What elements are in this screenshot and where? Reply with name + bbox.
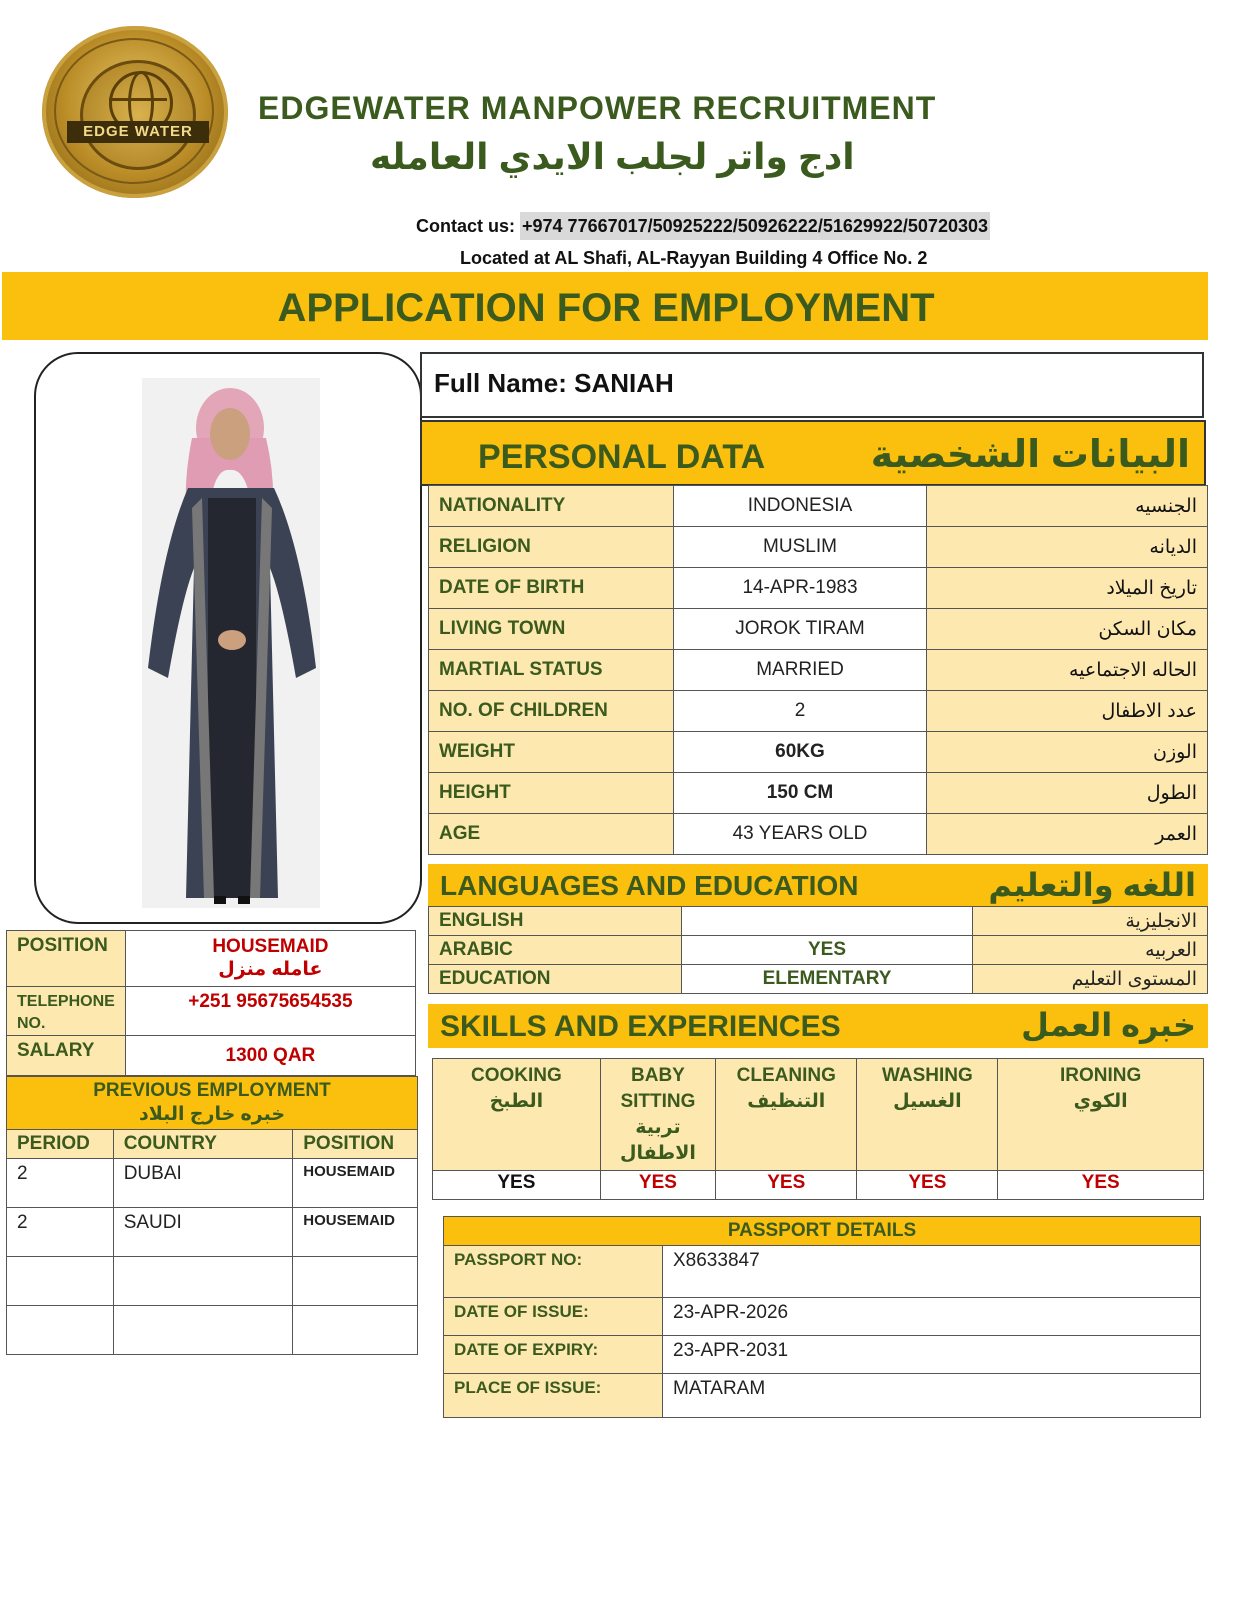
personal-data-header — [420, 420, 1206, 486]
skill-name: BABY — [631, 1065, 685, 1086]
personal-field-label: WEIGHT — [429, 732, 674, 773]
personal-data-row — [429, 732, 1208, 773]
skill-name-ar: الطبخ — [489, 1091, 544, 1112]
page-title: APPLICATION FOR EMPLOYMENT — [277, 286, 935, 330]
previous-employment-columns — [7, 1130, 418, 1159]
telephone-label — [7, 987, 126, 1036]
contact-label: Contact us: — [416, 216, 515, 236]
skill-name: CLEANING — [736, 1065, 836, 1086]
previous-employment-title — [7, 1077, 418, 1130]
position-table — [6, 930, 416, 1076]
language-value: ELEMENTARY — [682, 965, 973, 994]
period-cell: 2 — [7, 1208, 114, 1257]
personal-field-value: INDONESIA — [674, 486, 927, 527]
salary-value: 1300 QAR — [125, 1036, 415, 1076]
personal-data-row — [429, 650, 1208, 691]
logo-text: EDGE WATER — [67, 121, 209, 143]
personal-data-row — [429, 773, 1208, 814]
country-cell: SAUDI — [113, 1208, 293, 1257]
contact-numbers: +974 77667017/50925222/50926222/51629922/50720303 — [520, 212, 990, 240]
personal-data-table — [428, 485, 1208, 855]
passport-field-label: PLACE OF ISSUE: — [444, 1374, 663, 1418]
personal-field-value: 150 CM — [674, 773, 927, 814]
passport-row — [444, 1336, 1201, 1374]
skill-label-cell — [716, 1059, 857, 1171]
personal-data-row — [429, 609, 1208, 650]
skills-value-row — [433, 1171, 1204, 1200]
languages-header — [428, 864, 1208, 906]
country-cell: DUBAI — [113, 1159, 293, 1208]
table-row — [7, 1208, 418, 1257]
language-label: EDUCATION — [429, 965, 682, 994]
column-header: PERIOD — [7, 1130, 114, 1159]
passport-field-label: DATE OF EXPIRY: — [444, 1336, 663, 1374]
personal-field-label-ar: عدد الاطفال — [927, 691, 1208, 732]
table-row — [7, 1159, 418, 1208]
personal-field-label-ar: مكان السكن — [927, 609, 1208, 650]
skill-name-ar: تربية — [635, 1117, 681, 1138]
telephone-value: +251 95675654535 — [125, 987, 415, 1036]
languages-table — [428, 906, 1208, 994]
language-row — [429, 965, 1208, 994]
personal-field-label: HEIGHT — [429, 773, 674, 814]
passport-row — [444, 1246, 1201, 1298]
telephone-label-line2: NO. — [17, 1015, 46, 1032]
language-row — [429, 936, 1208, 965]
personal-data-title: PERSONAL DATA — [478, 438, 766, 476]
skills-header — [428, 1004, 1208, 1048]
personal-data-row — [429, 527, 1208, 568]
personal-field-label: NATIONALITY — [429, 486, 674, 527]
personal-field-value: MUSLIM — [674, 527, 927, 568]
personal-data-row — [429, 814, 1208, 855]
period-cell — [7, 1306, 114, 1355]
passport-field-value: 23-APR-2031 — [663, 1336, 1201, 1374]
skill-value: YES — [600, 1171, 715, 1200]
table-row — [7, 1257, 418, 1306]
language-value: YES — [682, 936, 973, 965]
personal-field-label: AGE — [429, 814, 674, 855]
full-name: Full Name: SANIAH — [434, 368, 674, 398]
personal-data-row — [429, 691, 1208, 732]
skills-table — [432, 1058, 1204, 1200]
passport-row — [444, 1374, 1201, 1418]
personal-field-label: RELIGION — [429, 527, 674, 568]
languages-title-ar: اللغه والتعليم — [988, 867, 1196, 903]
position-cell — [293, 1306, 418, 1355]
previous-employment-heading: PREVIOUS EMPLOYMENT — [93, 1080, 331, 1101]
applicant-photo — [142, 378, 320, 908]
passport-row — [444, 1298, 1201, 1336]
skill-label-cell — [998, 1059, 1204, 1171]
contact-line — [416, 216, 990, 237]
personal-field-value: MARRIED — [674, 650, 927, 691]
skills-label-row — [433, 1059, 1204, 1171]
language-label: ARABIC — [429, 936, 682, 965]
personal-field-label-ar: الوزن — [927, 732, 1208, 773]
skills-title-ar: خبره العمل — [1021, 1007, 1196, 1043]
country-cell — [113, 1306, 293, 1355]
personal-data-row — [429, 486, 1208, 527]
position-cell: HOUSEMAID — [293, 1208, 418, 1257]
personal-field-label: DATE OF BIRTH — [429, 568, 674, 609]
personal-field-value: 14-APR-1983 — [674, 568, 927, 609]
personal-field-value: 2 — [674, 691, 927, 732]
personal-field-value: 60KG — [674, 732, 927, 773]
skill-label-cell — [857, 1059, 998, 1171]
skill-value: YES — [716, 1171, 857, 1200]
skill-value: YES — [857, 1171, 998, 1200]
language-label: ENGLISH — [429, 907, 682, 936]
personal-field-label: NO. OF CHILDREN — [429, 691, 674, 732]
language-value — [682, 907, 973, 936]
passport-field-label: DATE OF ISSUE: — [444, 1298, 663, 1336]
personal-field-label-ar: العمر — [927, 814, 1208, 855]
passport-field-value: 23-APR-2026 — [663, 1298, 1201, 1336]
personal-field-value: 43 YEARS OLD — [674, 814, 927, 855]
passport-field-label: PASSPORT NO: — [444, 1246, 663, 1298]
position-cell — [293, 1257, 418, 1306]
language-label-ar: العربيه — [973, 936, 1208, 965]
salary-label: SALARY — [7, 1036, 126, 1076]
column-header: POSITION — [293, 1130, 418, 1159]
position-cell: HOUSEMAID — [293, 1159, 418, 1208]
full-name-box — [420, 352, 1204, 418]
skill-name: COOKING — [470, 1065, 562, 1086]
personal-field-label-ar: الحاله الاجتماعيه — [927, 650, 1208, 691]
company-name: EDGEWATER MANPOWER RECRUITMENT — [258, 90, 937, 126]
personal-field-label: MARTIAL STATUS — [429, 650, 674, 691]
period-cell — [7, 1257, 114, 1306]
company-name-arabic: ادج واتر لجلب الايدي العامله — [370, 136, 855, 177]
personal-data-row — [429, 568, 1208, 609]
skill-name-ar: الغسيل — [893, 1091, 962, 1112]
skill-name-line2: SITTING — [620, 1091, 696, 1112]
language-label-ar: الانجليزية — [973, 907, 1208, 936]
person-figure-icon — [142, 378, 320, 908]
country-cell — [113, 1257, 293, 1306]
personal-field-label-ar: تاريخ الميلاد — [927, 568, 1208, 609]
personal-field-label-ar: الجنسيه — [927, 486, 1208, 527]
passport-field-value: MATARAM — [663, 1374, 1201, 1418]
language-row — [429, 907, 1208, 936]
skill-name-ar: التنظيف — [747, 1091, 826, 1112]
skill-label-cell — [600, 1059, 715, 1171]
skill-value: YES — [998, 1171, 1204, 1200]
passport-table — [443, 1216, 1201, 1418]
skill-name-ar: الكوي — [1073, 1091, 1128, 1112]
location-line: Located at AL Shafi, AL-Rayyan Building 4 Office No. 2 — [460, 248, 928, 268]
skill-label-cell — [433, 1059, 601, 1171]
skill-name: WASHING — [881, 1065, 973, 1086]
table-row — [7, 1306, 418, 1355]
skills-title: SKILLS AND EXPERIENCES — [440, 1010, 841, 1043]
languages-title: LANGUAGES AND EDUCATION — [440, 870, 859, 901]
previous-employment-table — [6, 1076, 418, 1355]
personal-field-value: JOROK TIRAM — [674, 609, 927, 650]
skill-value: YES — [433, 1171, 601, 1200]
position-value — [125, 931, 415, 987]
passport-field-value: X8633847 — [663, 1246, 1201, 1298]
column-header: COUNTRY — [113, 1130, 293, 1159]
personal-field-label: LIVING TOWN — [429, 609, 674, 650]
skill-name: IRONING — [1060, 1065, 1142, 1086]
language-label-ar: المستوى التعليم — [973, 965, 1208, 994]
company-logo — [42, 26, 228, 198]
position-value-ar: عامله منزل — [218, 959, 323, 980]
personal-data-title-ar: البيانات الشخصية — [870, 434, 1190, 476]
position-value-en: HOUSEMAID — [212, 936, 329, 957]
personal-field-label-ar: الطول — [927, 773, 1208, 814]
period-cell: 2 — [7, 1159, 114, 1208]
skill-name-ar-line2: الاطفال — [620, 1143, 696, 1164]
position-label: POSITION — [7, 931, 126, 987]
passport-title: PASSPORT DETAILS — [444, 1217, 1201, 1246]
telephone-label-line1: TELEPHONE — [17, 993, 115, 1010]
logo-emblem — [80, 60, 196, 170]
previous-employment-heading-ar: خبره خارج البلاد — [138, 1104, 286, 1125]
personal-field-label-ar: الديانه — [927, 527, 1208, 568]
